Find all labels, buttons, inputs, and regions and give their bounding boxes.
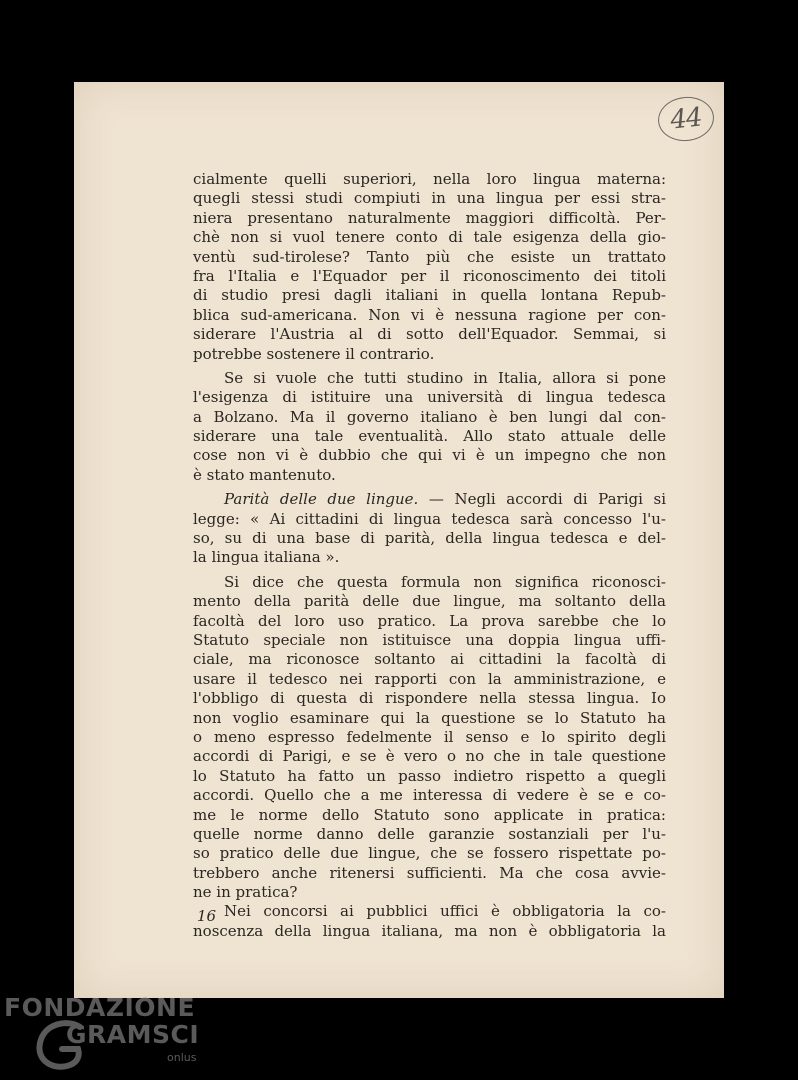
text-line: siderare una tale eventualità. Allo stato attuale delle	[193, 427, 666, 446]
text-line: mento della parità delle due lingue, ma soltanto della	[193, 592, 666, 611]
paragraph-3	[193, 490, 666, 568]
fondazione-gramsci-watermark	[4, 993, 204, 1077]
text-line: la lingua italiana ».	[193, 548, 340, 567]
text-line: so pratico delle due lingue, che se fossero rispettate po-	[193, 844, 666, 863]
text-line: ne in pratica?	[193, 883, 298, 902]
archive-number-stamp: 44	[656, 94, 716, 144]
watermark-line-2: GRAMSCI	[66, 1020, 200, 1049]
text-line: Nei concorsi ai pubblici uffici è obbligatoria la co-	[224, 902, 666, 921]
text-line: quelle norme danno delle garanzie sostanziali per l'u-	[193, 824, 666, 843]
text-line: cose non vi è dubbio che qui vi è un impegno che non	[193, 446, 666, 465]
text-line: siderare l'Austria al di sotto dell'Equador. Semmai, si	[193, 325, 666, 344]
text-line: o meno espresso fedelmente il senso e lo spirito degli	[193, 727, 666, 746]
paragraph-2	[193, 369, 666, 485]
text-line: l'obbligo di questa di rispondere nella stessa lingua. Io	[193, 689, 666, 708]
text-line: a Bolzano. Ma il governo italiano è ben lungi dal con-	[193, 407, 666, 426]
text-line: Statuto speciale non istituisce una doppia lingua uffi-	[193, 630, 666, 649]
paragraph-1	[193, 170, 666, 364]
text-line: accordi. Quello che a me interessa di vedere è se e co-	[193, 786, 666, 805]
text-line: blica sud-americana. Non vi è nessuna ragione per con-	[193, 305, 666, 324]
text-line: di studio presi dagli italiani in quella lontana Repub-	[193, 286, 666, 305]
text-line: ventù sud-tirolese? Tanto più che esiste un trattato	[193, 247, 666, 266]
text-line	[193, 490, 666, 509]
text-line: è stato mantenuto.	[193, 465, 336, 484]
text-line: Se si vuole che tutti studino in Italia, allora si pone	[224, 368, 666, 387]
paragraph-4	[193, 573, 666, 903]
page-number: 16	[197, 907, 217, 925]
text-line: ciale, ma riconosce soltanto ai cittadini la facoltà di	[193, 650, 666, 669]
text-line: potrebbe sostenere il contrario.	[193, 344, 435, 363]
text-line: facoltà del loro uso pratico. La prova sarebbe che lo	[193, 611, 666, 630]
text-line: Si dice che questa formula non significa riconosci-	[224, 572, 666, 591]
text-line: usare il tedesco nei rapporti con la amministrazione, e	[193, 669, 666, 688]
watermark-line-3: onlus	[167, 1051, 197, 1064]
text-line: accordi di Parigi, e se è vero o no che in tale questione	[193, 747, 666, 766]
text-line: niera presentano naturalmente maggiori difficoltà. Per-	[193, 208, 666, 227]
text-line: cialmente quelli superiori, nella loro lingua materna:	[193, 170, 666, 188]
text-line: legge: « Ai cittadini di lingua tedesca sarà concesso l'u-	[193, 509, 666, 528]
section-heading: Parità delle due lingue.	[224, 490, 419, 509]
text-line: me le norme dello Statuto sono applicate in pratica:	[193, 805, 666, 824]
text-line: lo Statuto ha fatto un passo indietro rispetto a quegli	[193, 766, 666, 785]
text-line: trebbero anche ritenersi sufficienti. Ma che cosa avvie-	[193, 863, 666, 882]
text-line: so, su di una base di parità, della lingua tedesca e del-	[193, 529, 666, 548]
text-line: fra l'Italia e l'Equador per il riconoscimento dei titoli	[193, 266, 666, 285]
body-text	[193, 170, 666, 941]
text-line: quegli stessi studi compiuti in una lingua per essi stra-	[193, 189, 666, 208]
text-line: chè non si vuol tenere conto di tale esigenza della gio-	[193, 228, 666, 247]
text-line: l'esigenza di istituire una università di lingua tedesca	[193, 388, 666, 407]
watermark-line-1: FONDAZIONE	[4, 993, 196, 1022]
text-line: noscenza della lingua italiana, ma non è obbligatoria la	[193, 921, 666, 940]
paragraph-5	[193, 902, 666, 941]
heading-continuation: — Negli accordi di Parigi si	[418, 490, 666, 509]
text-line: non voglio esaminare qui la questione se lo Statuto ha	[193, 708, 666, 727]
